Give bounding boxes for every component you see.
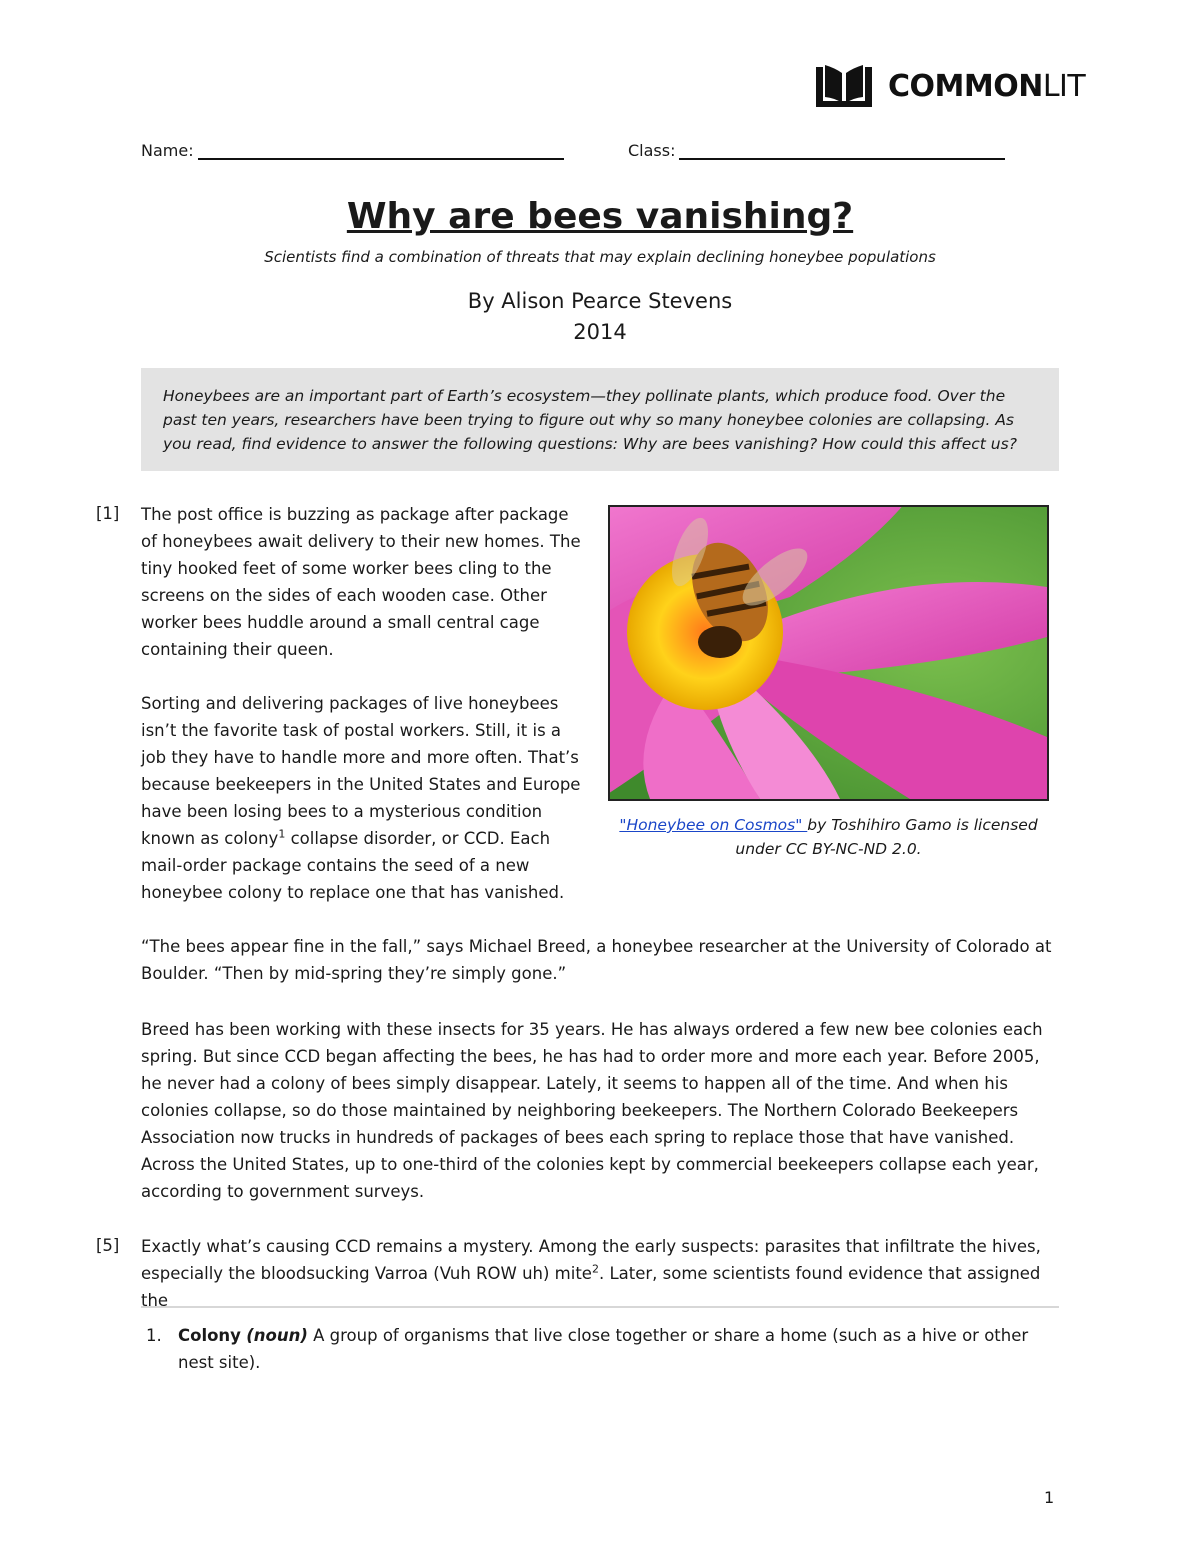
brand-part-common: COMMON <box>888 68 1043 104</box>
honeybee-photo <box>608 505 1049 801</box>
class-field <box>628 140 1005 160</box>
brand-part-lit: LIT <box>1042 68 1086 104</box>
name-input-line[interactable] <box>198 140 564 160</box>
paragraph-2-text-b: collapse disorder, or CCD. Each mail-order package contains the seed of a new honeybee colony to replace one that has vanished. <box>141 829 565 902</box>
paragraph-number-5: [5] <box>96 1236 120 1255</box>
name-label: Name: <box>141 141 194 160</box>
open-book-icon <box>816 65 872 107</box>
photo-caption-link[interactable]: "Honeybee on Cosmos" <box>619 816 808 834</box>
author: By Alison Pearce Stevens <box>467 289 733 313</box>
photo-caption <box>608 813 1049 861</box>
photo-caption-license: by Toshihiro Gamo is licensed under CC BY-NC-ND 2.0. <box>735 816 1038 858</box>
brand-name <box>888 69 1085 104</box>
name-field <box>141 140 564 160</box>
footnote-body <box>178 1322 1046 1376</box>
footnote-1 <box>146 1322 1046 1376</box>
paragraph-2-text-a: Sorting and delivering packages of live honeybees isn’t the favorite task of postal workers. Still, it is a job they have to handle more and more often. That’s because beekeepers in the United States and Europe have been losing bees to a mysterious condition known as colony <box>141 694 581 848</box>
honeybee-on-flower-photo <box>610 507 1047 799</box>
publication-year: 2014 <box>573 320 627 344</box>
footnote-definition: A group of organisms that live close together or share a home (such as a hive or other nest site). <box>178 1326 1029 1372</box>
article-subtitle: Scientists find a combination of threats that may explain declining honeybee populations <box>264 248 936 266</box>
class-input-line[interactable] <box>679 140 1005 160</box>
paragraph-1: The post office is buzzing as package after package of honeybees await delivery to their new homes. The tiny hooked feet of some worker bees cling to the screens on the sides of each wooden case. Other worker bees huddle around a small central cage containing their queen. <box>141 505 581 659</box>
footnote-term: Colony <box>178 1326 241 1345</box>
paragraph-number-1: [1] <box>96 504 120 523</box>
byline <box>0 286 1200 348</box>
footnote-ref-2[interactable]: 2 <box>591 1262 599 1276</box>
footnote-divider <box>141 1306 1059 1308</box>
paragraph-5 <box>141 1233 1059 1314</box>
class-label: Class: <box>628 141 676 160</box>
footnote-ref-1[interactable]: 1 <box>278 827 286 841</box>
paragraph-5-text-a: Exactly what’s causing CCD remains a mystery. Among the early suspects: parasites that infiltrate the hives, especially the bloodsucking Varroa (Vuh ROW uh) mite <box>141 1237 1041 1283</box>
intro-text: Honeybees are an important part of Earth’s ecosystem—they pollinate plants, which produce food. Over the past ten years, researchers have been trying to figure out why so many honeybee colonies are collapsing. As you read, find evidence to answer the following questions: Why are bees vanishing? How could this affect us? <box>163 387 1017 453</box>
paragraph-4: Breed has been working with these insects for 35 years. He has always ordered a few new bee colonies each spring. But since CCD began affecting the bees, he has had to order more and more each year. Before 2005, he never had a colony of bees simply disappear. Lately, it seems to happen all of the time. And when his colonies collapse, so do those maintained by neighboring beekeepers. The Northern Colorado Beekeepers Association now trucks in hundreds of packages of bees each spring to replace those that have vanished. Across the United States, up to one-third of the colonies kept by commercial beekeepers collapse each year, according to government surveys. <box>141 1020 1043 1201</box>
footnote-part-of-speech: (noun) <box>246 1326 308 1345</box>
paragraph-5-text-b: . Later, some scientists found evidence that assigned the <box>141 1264 1041 1310</box>
paragraph-3: “The bees appear fine in the fall,” says Michael Breed, a honeybee researcher at the University of Colorado at Boulder. “Then by mid-spring they’re simply gone.” <box>141 937 1052 983</box>
page-number: 1 <box>1044 1488 1055 1507</box>
footnote-number: 1. <box>146 1326 162 1345</box>
intro-box <box>141 368 1059 471</box>
paragraph-2 <box>141 690 589 906</box>
article-title: Why are bees vanishing? <box>346 196 854 237</box>
commonlit-logo[interactable] <box>816 64 1085 108</box>
